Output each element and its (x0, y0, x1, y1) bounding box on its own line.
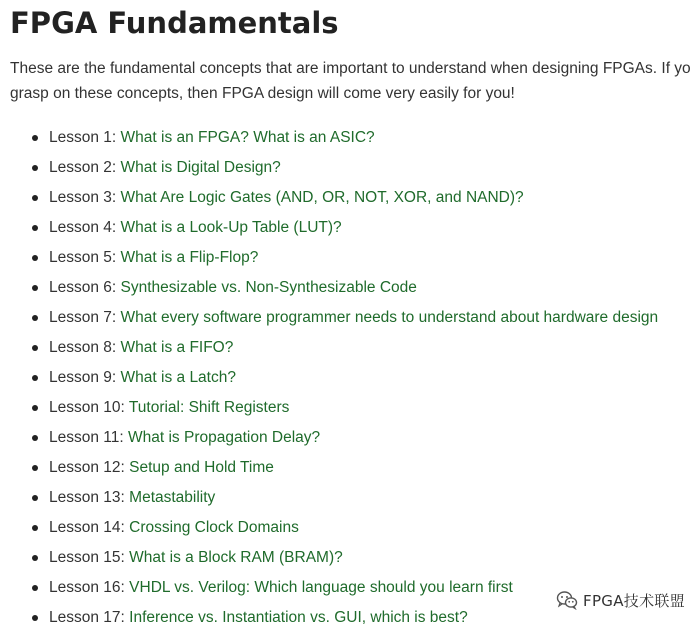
lesson-link[interactable]: What is a Flip-Flop? (120, 249, 259, 266)
lesson-link[interactable]: Setup and Hold Time (129, 459, 274, 476)
lesson-link[interactable]: Synthesizable vs. Non-Synthesizable Code (120, 279, 417, 296)
lesson-link[interactable]: Metastability (129, 489, 216, 506)
lesson-item (0, 273, 658, 303)
bullet-icon (32, 405, 38, 411)
lesson-link[interactable]: What is Digital Design? (120, 159, 281, 176)
lesson-number: Lesson 4: (49, 219, 117, 236)
lesson-number: Lesson 6: (49, 279, 117, 296)
bullet-icon (32, 345, 38, 351)
lesson-number: Lesson 2: (49, 159, 117, 176)
lesson-number: Lesson 16: (49, 579, 125, 596)
lesson-number: Lesson 9: (49, 369, 117, 386)
lesson-item (0, 123, 658, 153)
lesson-link[interactable]: VHDL vs. Verilog: Which language should you learn first (129, 579, 513, 596)
lesson-number: Lesson 15: (49, 549, 125, 566)
lesson-item (0, 363, 658, 393)
lesson-link[interactable]: What is a FIFO? (120, 339, 234, 356)
bullet-icon (32, 435, 38, 441)
lesson-link[interactable]: Tutorial: Shift Registers (128, 399, 290, 416)
bullet-icon (32, 585, 38, 591)
lesson-number: Lesson 10: (49, 399, 125, 416)
lesson-number: Lesson 1: (49, 129, 117, 146)
lesson-number: Lesson 14: (49, 519, 125, 536)
lesson-item (0, 513, 658, 543)
bullet-icon (32, 165, 38, 171)
bullet-icon (32, 225, 38, 231)
lesson-item (0, 153, 658, 183)
bullet-icon (32, 195, 38, 201)
page-title: FPGA Fundamentals (10, 6, 339, 40)
lesson-item (0, 543, 658, 573)
lesson-item (0, 183, 658, 213)
lesson-link[interactable]: What is Propagation Delay? (128, 429, 321, 446)
lesson-number: Lesson 8: (49, 339, 117, 356)
lesson-link[interactable]: Inference vs. Instantiation vs. GUI, which is best? (129, 609, 468, 626)
lesson-item (0, 213, 658, 243)
lesson-link[interactable]: What is a Block RAM (BRAM)? (129, 549, 343, 566)
watermark (550, 586, 689, 614)
bullet-icon (32, 255, 38, 261)
lesson-number: Lesson 17: (49, 609, 125, 626)
bullet-icon (32, 495, 38, 501)
lesson-item (0, 333, 658, 363)
bullet-icon (32, 555, 38, 561)
intro-line-1: These are the fundamental concepts that are important to understand when designing FPGAs. If yo (10, 60, 691, 77)
lesson-link[interactable]: What is a Look-Up Table (LUT)? (120, 219, 342, 236)
lesson-link[interactable]: Crossing Clock Domains (129, 519, 299, 536)
watermark-text: FPGA技术联盟 (583, 591, 685, 610)
lesson-number: Lesson 13: (49, 489, 125, 506)
lesson-item (0, 303, 658, 333)
lesson-list (0, 123, 658, 633)
lesson-number: Lesson 3: (49, 189, 117, 206)
bullet-icon (32, 135, 38, 141)
bullet-icon (32, 615, 38, 621)
lesson-number: Lesson 12: (49, 459, 125, 476)
bullet-icon (32, 285, 38, 291)
bullet-icon (32, 315, 38, 321)
lesson-item (0, 423, 658, 453)
lesson-item (0, 393, 658, 423)
lesson-item (0, 243, 658, 273)
lesson-link[interactable]: What Are Logic Gates (AND, OR, NOT, XOR, and NAND)? (120, 189, 524, 206)
intro-paragraph (10, 56, 695, 106)
lesson-item (0, 453, 658, 483)
bullet-icon (32, 465, 38, 471)
bullet-icon (32, 525, 38, 531)
lesson-number: Lesson 11: (49, 429, 124, 446)
lesson-link[interactable]: What is an FPGA? What is an ASIC? (120, 129, 375, 146)
lesson-number: Lesson 5: (49, 249, 117, 266)
bullet-icon (32, 375, 38, 381)
lesson-link[interactable]: What every software programmer needs to understand about hardware design (120, 309, 659, 326)
lesson-item (0, 483, 658, 513)
lesson-link[interactable]: What is a Latch? (120, 369, 236, 386)
lesson-number: Lesson 7: (49, 309, 117, 326)
wechat-icon (556, 590, 578, 610)
intro-line-2: grasp on these concepts, then FPGA design will come very easily for you! (10, 85, 515, 102)
